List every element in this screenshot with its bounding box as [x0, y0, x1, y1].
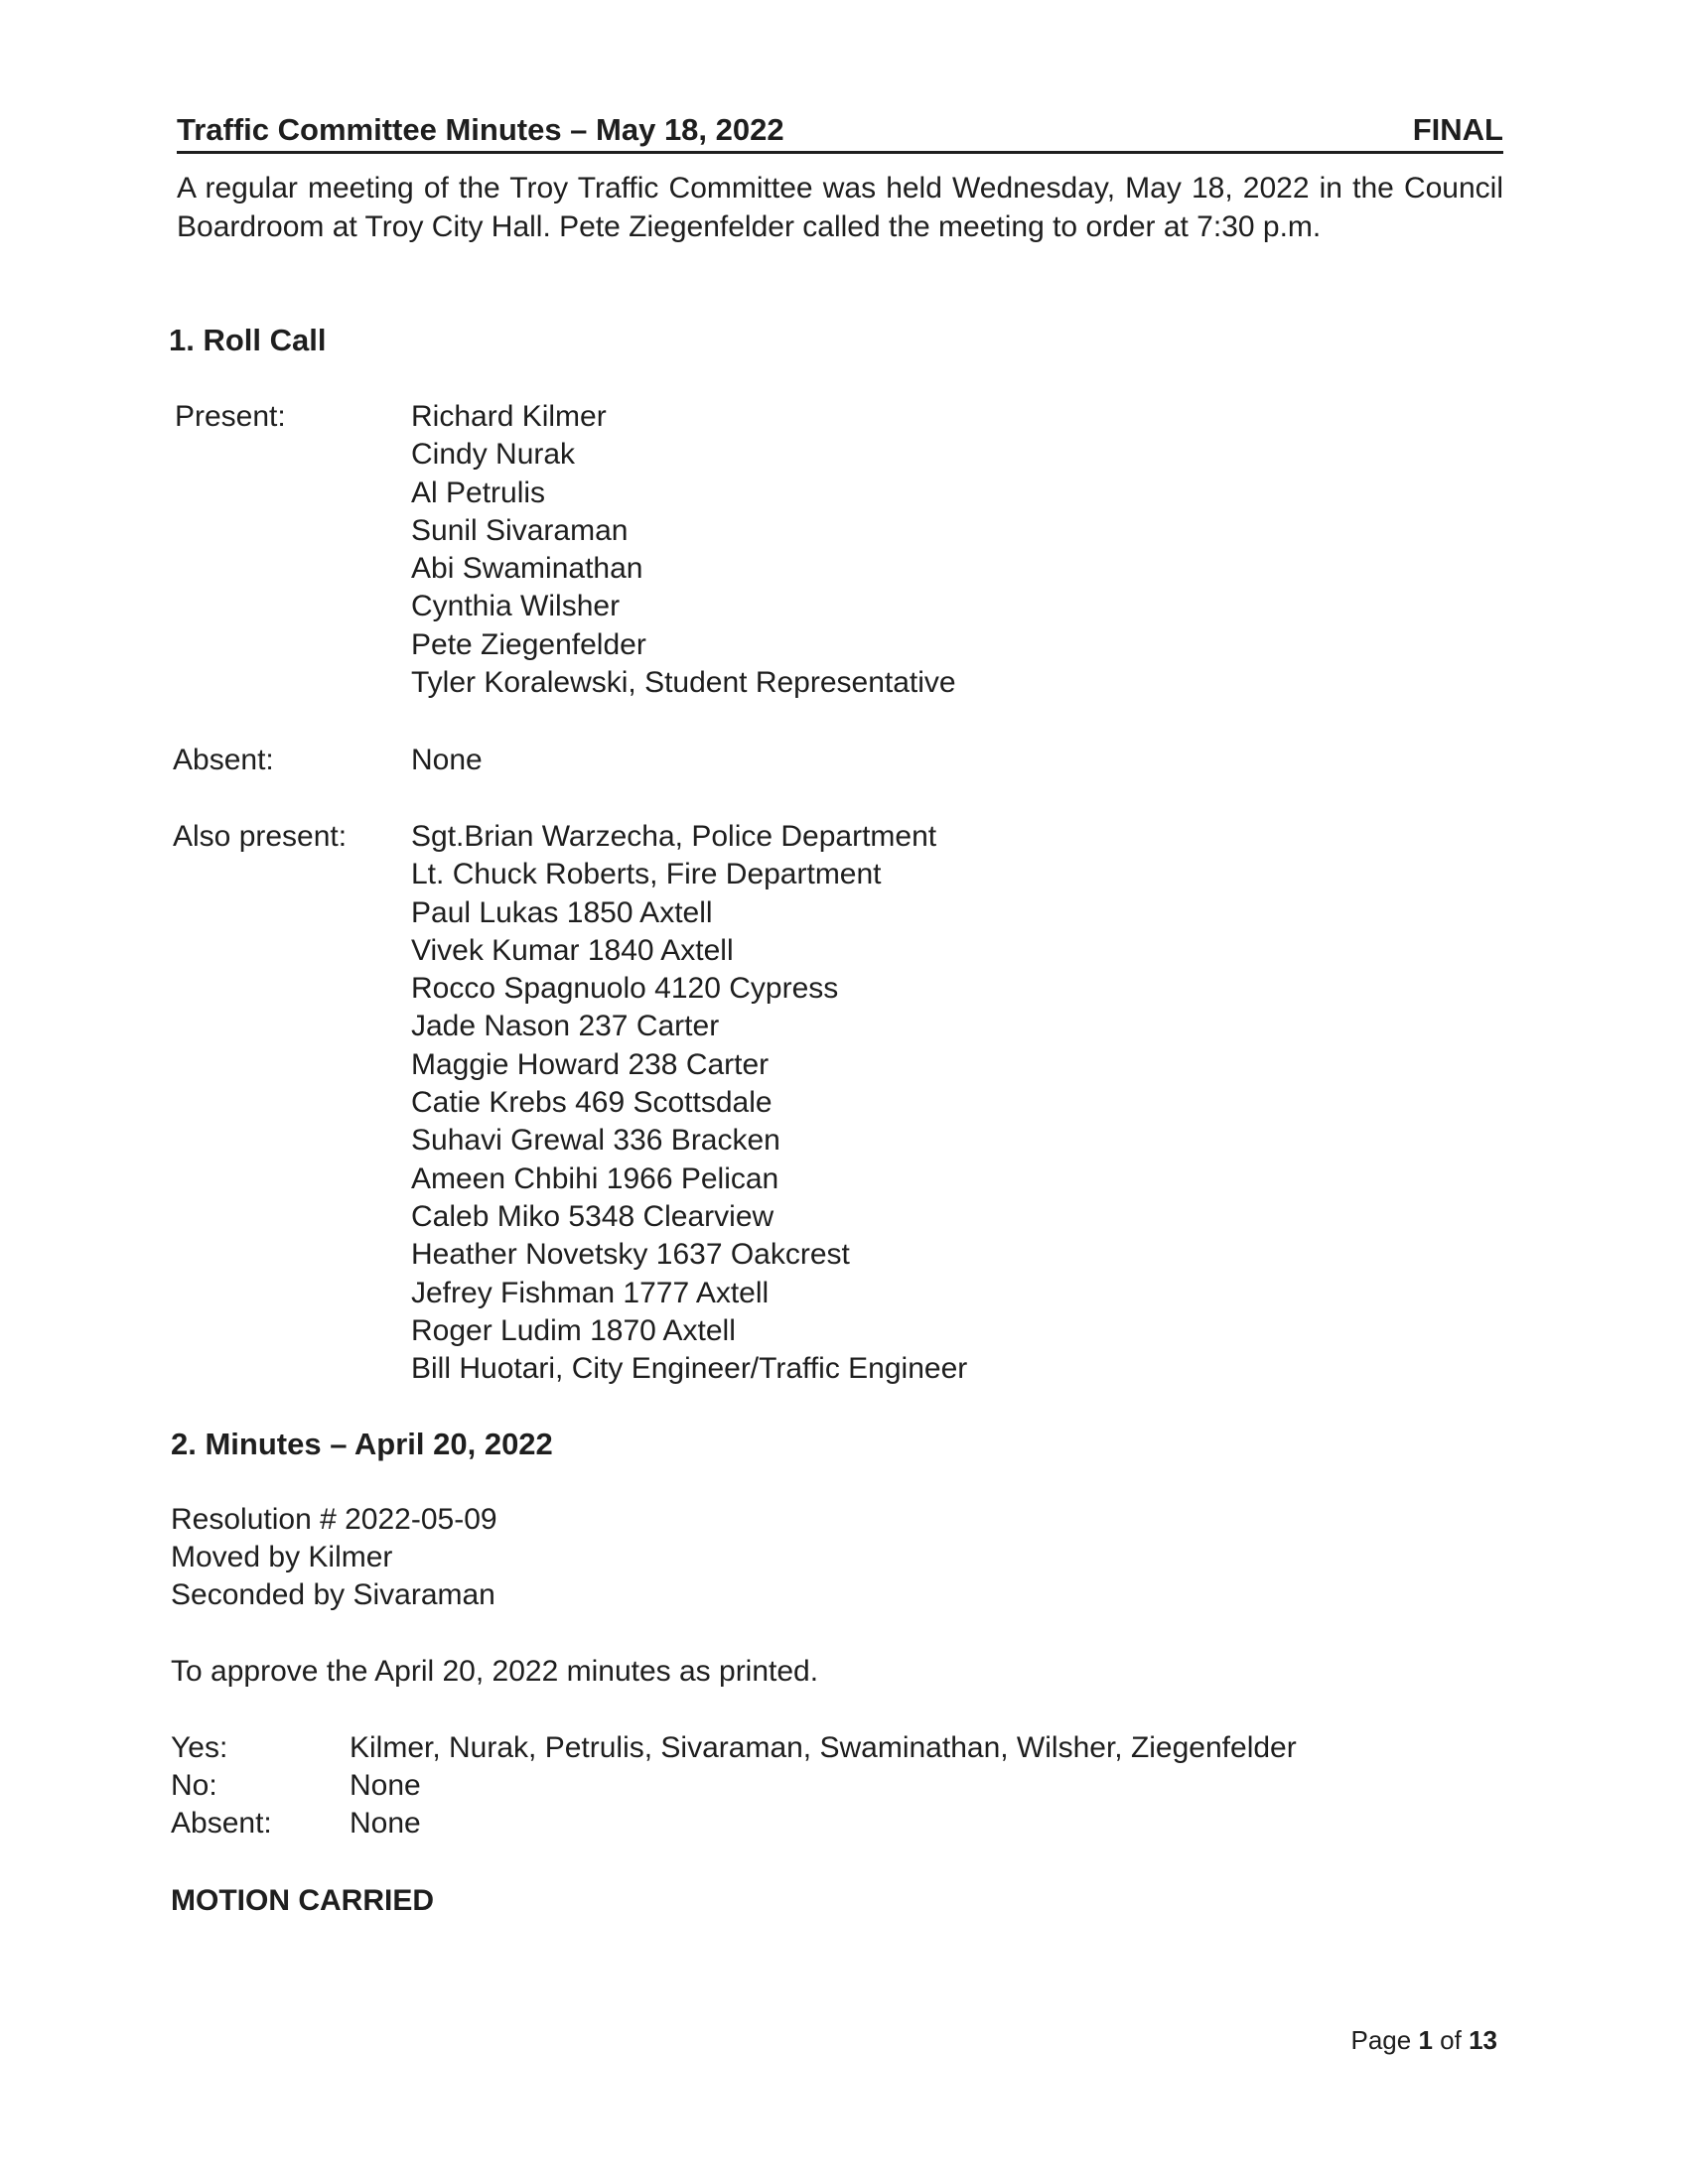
document-status: FINAL — [1412, 112, 1503, 147]
moved-by: Moved by Kilmer — [171, 1541, 393, 1573]
also-present-name: Suhavi Grewal 336 Bracken — [411, 1124, 780, 1158]
also-present-name: Sgt.Brian Warzecha, Police Department — [411, 820, 937, 853]
present-list — [411, 398, 956, 702]
vote-value: None — [350, 1807, 421, 1840]
also-present-name: Catie Krebs 469 Scottsdale — [411, 1086, 773, 1120]
also-present-list — [411, 818, 967, 1388]
present-name: Sunil Sivaraman — [411, 513, 629, 547]
also-present-name: Roger Ludim 1870 Axtell — [411, 1313, 736, 1347]
also-present-name: Vivek Kumar 1840 Axtell — [411, 933, 734, 967]
present-name: Pete Ziegenfelder — [411, 627, 646, 661]
also-present-name: Maggie Howard 238 Carter — [411, 1047, 770, 1081]
section-heading-roll-call: 1. Roll Call — [169, 323, 327, 357]
document-title: Traffic Committee Minutes – May 18, 2022 — [177, 112, 784, 147]
present-name: Al Petrulis — [411, 476, 546, 509]
vote-value: None — [350, 1769, 421, 1802]
motion-text: To approve the April 20, 2022 minutes as printed. — [171, 1655, 819, 1688]
also-present-name: Bill Huotari, City Engineer/Traffic Engineer — [411, 1352, 968, 1386]
section-heading-minutes: 2. Minutes – April 20, 2022 — [171, 1427, 553, 1461]
page-word: Page — [1350, 2025, 1412, 2055]
also-present-name: Jefrey Fishman 1777 Axtell — [411, 1276, 770, 1309]
absent-value: None — [411, 744, 483, 776]
intro-paragraph: A regular meeting of the Troy Traffic Committee was held Wednesday, May 18, 2022 in the Council Boardroom at Troy City Hall. Pete Ziegenfelder called the meeting to order at 7:30 p.m. — [177, 172, 1503, 243]
page-header — [177, 107, 1503, 154]
absent-list — [411, 742, 483, 779]
present-name: Abi Swaminathan — [411, 552, 643, 586]
also-present-name: Heather Novetsky 1637 Oakcrest — [411, 1238, 850, 1272]
resolution-number: Resolution # 2022-05-09 — [171, 1503, 497, 1536]
page-current: 1 — [1418, 2025, 1433, 2055]
page-total: 13 — [1469, 2025, 1497, 2055]
vote-label: No: — [171, 1769, 217, 1802]
motion-result: MOTION CARRIED — [171, 1884, 434, 1917]
also-present-name: Rocco Spagnuolo 4120 Cypress — [411, 972, 839, 1006]
page-number — [1350, 2021, 1497, 2059]
vote-label: Absent: — [171, 1807, 272, 1840]
also-present-name: Jade Nason 237 Carter — [411, 1010, 720, 1043]
present-name: Cindy Nurak — [411, 438, 576, 472]
also-present-label: Also present: — [173, 820, 348, 853]
present-name: Richard Kilmer — [411, 400, 607, 433]
also-present-name: Lt. Chuck Roberts, Fire Department — [411, 858, 882, 891]
vote-value: Kilmer, Nurak, Petrulis, Sivaraman, Swaminathan, Wilsher, Ziegenfelder — [350, 1731, 1297, 1764]
also-present-name: Paul Lukas 1850 Axtell — [411, 895, 713, 929]
present-label: Present: — [175, 400, 286, 433]
also-present-name: Ameen Chbihi 1966 Pelican — [411, 1161, 779, 1195]
present-name: Cynthia Wilsher — [411, 590, 621, 623]
seconded-by: Seconded by Sivaraman — [171, 1578, 495, 1611]
absent-label: Absent: — [173, 744, 274, 776]
also-present-name: Caleb Miko 5348 Clearview — [411, 1199, 774, 1233]
present-name: Tyler Koralewski, Student Representative — [411, 666, 956, 700]
vote-label: Yes: — [171, 1731, 228, 1764]
of-word: of — [1440, 2025, 1462, 2055]
